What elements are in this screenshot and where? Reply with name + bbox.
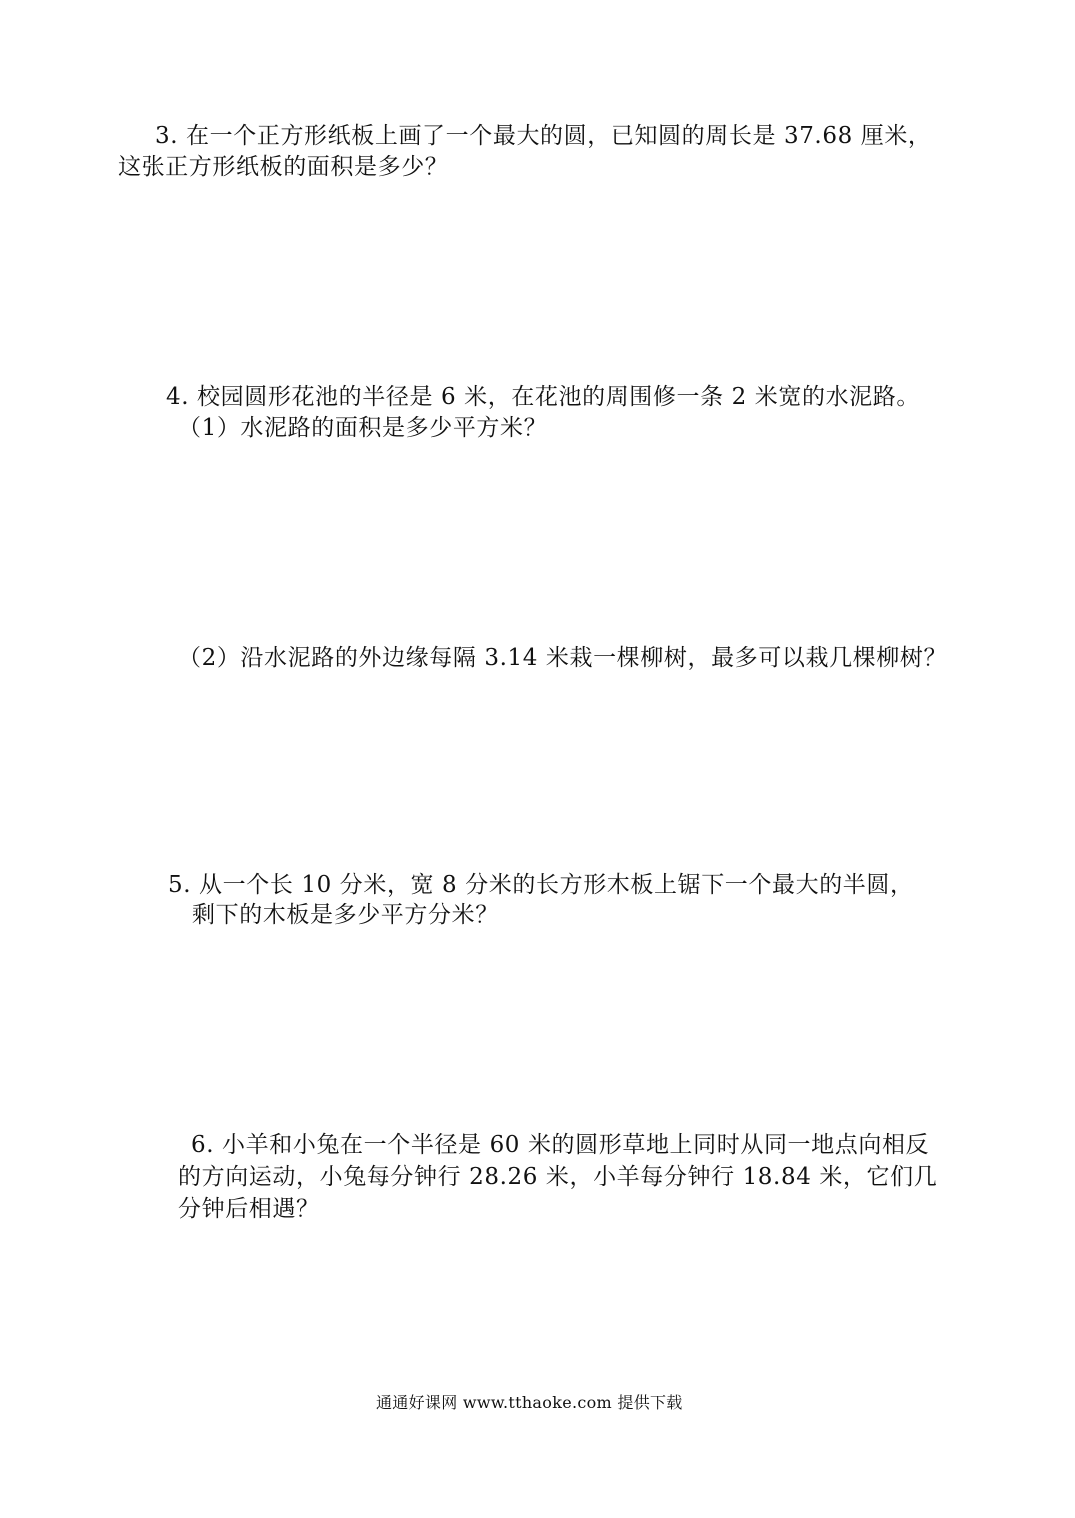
problem-6-line-1: 6. 小羊和小兔在一个半径是 60 米的圆形草地上同时从同一地点向相反 [191,1132,930,1158]
problem-4-line-1: 4. 校园圆形花池的半径是 6 米，在花池的周围修一条 2 米宽的水泥路。 [166,384,920,410]
problem-4-part-2: （2）沿水泥路的外边缘每隔 3.14 米栽一棵柳树，最多可以栽几棵柳树？ [178,645,948,671]
problem-6-line-2: 的方向运动，小兔每分钟行 28.26 米，小羊每分钟行 18.84 米，它们几 [178,1164,938,1190]
problem-5-line-1: 5. 从一个长 10 分米，宽 8 分米的长方形木板上锯下一个最大的半圆， [168,872,914,898]
problem-5-line-2: 剩下的木板是多少平方分米？ [192,902,499,928]
problem-3-line-2: 这张正方形纸板的面积是多少？ [118,154,449,180]
problem-6-line-3: 分钟后相遇？ [178,1196,320,1222]
problem-4-part-1: （1）水泥路的面积是多少平方米？ [178,415,548,441]
page-footer: 通通好课网 www.tthaoke.com 提供下载 [376,1393,683,1412]
problem-3-line-1: 3. 在一个正方形纸板上画了一个最大的圆，已知圆的周长是 37.68 厘米， [155,123,932,149]
